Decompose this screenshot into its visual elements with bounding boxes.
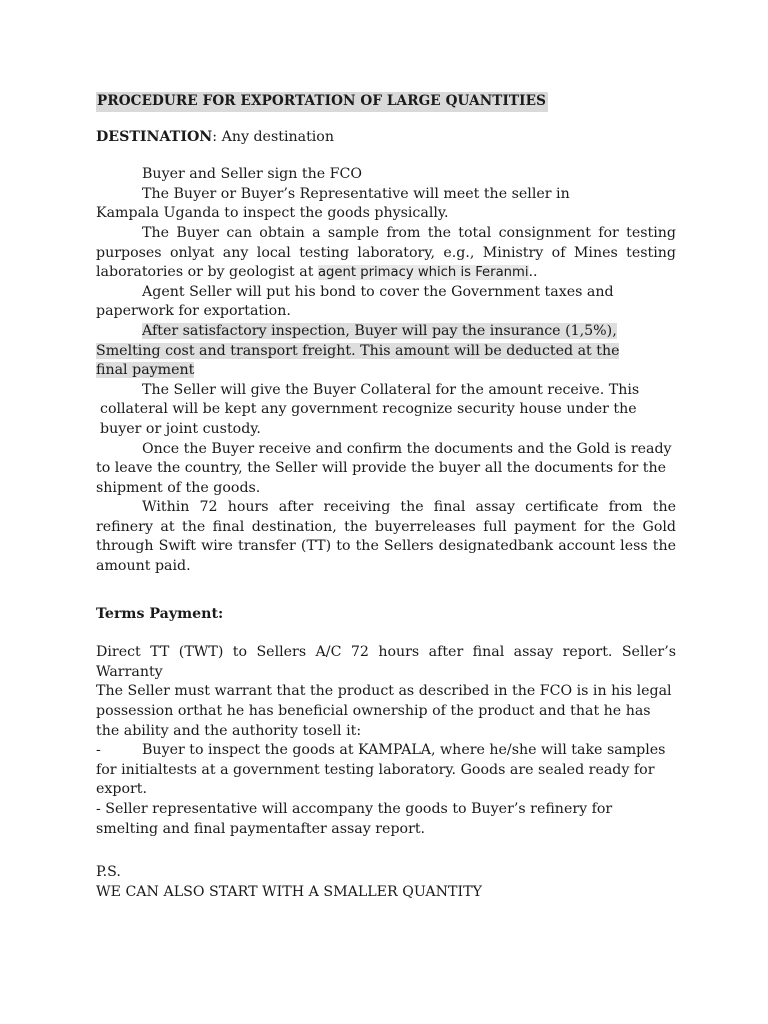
step-collateral: The Seller will give the Buyer Collateral for the amount receive. This collateral will be kept any government recognize security house under the buyer or joint custody. (100, 381, 640, 437)
step-insurance (96, 322, 641, 381)
terms-representative: - Seller representative will accompany the goods to Buyer’s refinery for smelting and final paymentafter assay report. (96, 801, 613, 837)
step-insurance-text: After satisfactory inspection, Buyer will pay the insurance (1,5%), Smelting cost and transport freight. This amount will be deducted at the final payment (96, 322, 620, 379)
terms-inspect-text (96, 741, 676, 800)
step-agent-bond: Agent Seller will put his bond to cover the Government taxes and paperwork for exportation. (96, 283, 614, 320)
terms-warranty: The Seller must warrant that the product as described in the FCO is in his legal possession orthat he has beneficial ownership of the product and that he has the ability and the authority tosell it: (96, 683, 672, 739)
step-sample-text: The Buyer can obtain a sample from the total consignment for testing purposes onlyat any local testing laboratory, e.g., Ministry of Mines testing laboratories or by geologist at (96, 224, 676, 281)
ps-label: P.S. (96, 864, 121, 881)
document-title: PROCEDURE FOR EXPORTATION OF LARGE QUANTITIES (96, 92, 548, 112)
terms-inspect-content: Buyer to inspect the goods at KAMPALA, where he/she will take samples for initialtests at a government testing laboratory. Goods are sealed ready for export. (96, 742, 666, 798)
terms-inspect-item (96, 741, 676, 800)
destination-label: DESTINATION (96, 128, 213, 145)
terms-direct-tt: Direct TT (TWT) to Sellers A/C 72 hours after final assay report. Seller’s Warranty (96, 644, 676, 680)
destination-value: : Any destination (212, 128, 334, 145)
step-sample-testing (96, 224, 676, 283)
step-documents: Once the Buyer receive and confirm the documents and the Gold is ready to leave the country, the Seller will provide the buyer all the documents for the shipment of the goods. (96, 440, 672, 496)
agent-highlight: agent primacy which is Feranmi (317, 265, 529, 281)
document-page (96, 92, 676, 902)
step-final-payment: Within 72 hours after receiving the final assay certificate from the refinery at the final destination, the buyerreleases full payment for the Gold through Swift wire transfer (TT) to the Sellers designatedbank account less the amount paid. (96, 499, 676, 575)
step-meet-seller: The Buyer or Buyer’s Representative will meet the seller in Kampala Uganda to inspect the goods physically. (96, 185, 570, 222)
document-title-line (96, 92, 676, 112)
ps-text: WE CAN ALSO START WITH A SMALLER QUANTITY (96, 883, 482, 900)
destination-line (96, 128, 676, 148)
step-sign-fco: Buyer and Seller sign the FCO (142, 166, 362, 183)
step-sample-end: .. (528, 264, 538, 281)
terms-heading: Terms Payment: (96, 605, 224, 622)
dash-mark: - (96, 742, 101, 759)
